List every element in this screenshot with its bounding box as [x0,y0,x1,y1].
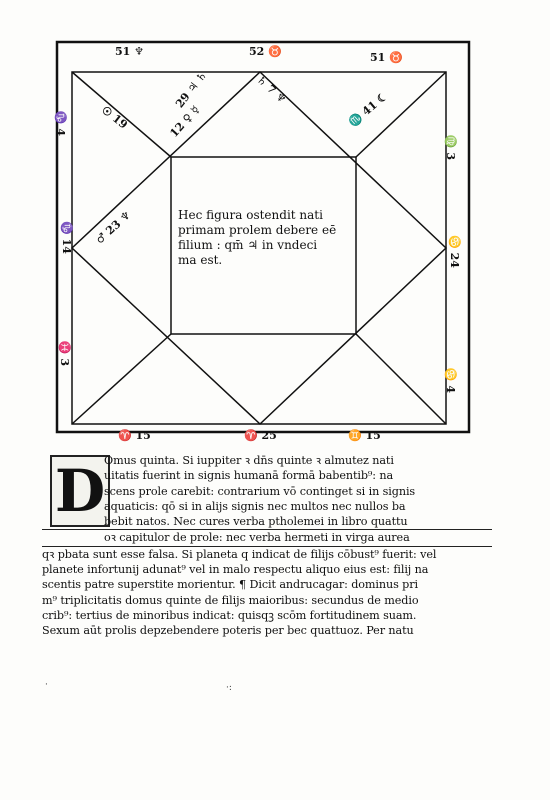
ink-speck: · [45,680,48,690]
left-label: ♓ 3 [58,340,72,367]
center-caption-line: Hec figura ostendit nati [178,208,323,222]
inner-label: ♏ 41 ☾ [346,89,391,130]
center-caption-line: filium : qm̄ ♃ in vndeci [178,238,318,252]
bottom-label: ♈ 25 [244,429,277,442]
text-line: Sexum aūt prolis depzebendere poteris per bec quattuoz. Per natu [42,624,414,638]
text-line: aquaticis: qō si in alijs signis nec multos nec nullos ba [104,499,406,513]
left-label: ♑ 14 [59,221,73,254]
inner-label: 12 ♀ ☿ [167,103,203,140]
text-line: uitatis fuerint in signis humanā formā babentib⁹: na [104,469,394,483]
top-label: 51 ♆ [115,45,144,58]
initial-letter: D [54,457,106,525]
top-label: 51 ♉ [370,51,403,64]
right-label: ♋ 4 [444,367,458,394]
text-line: bebit natos. Nec cures verba ptholemei in libro quattu [42,514,492,530]
body-text [42,453,492,639]
text-line: qꝛ pbata sunt esse falsa. Si planeta q indicat de filijs cōbust⁹ fuerit: vel [42,547,437,561]
text-line: scens prole carebit: contrarium vō continget si in signis [104,484,416,498]
bottom-label: ♊ 15 [348,429,381,442]
text-line: scentis patre superstite morientur. ¶ Dicit andrucagar: dominus pri [42,578,418,592]
inner-label: ☉ 19 [99,103,130,132]
text-line: Omus quinta. Si iuppiter ꝛ dn̄s quinte ꝛ almutez nati [104,454,394,467]
center-caption-line: primam prolem debere eē [178,223,337,237]
ink-speck: ·: [226,683,232,693]
left-label: ♑ 4 [54,110,68,137]
inner-label: 29 ♃ ♄ [173,68,210,111]
center-caption [178,208,353,268]
text-line: m⁹ triplicitatis domus quinte de filijs maioribus: secundus de medio [42,593,419,607]
top-label: 52 ♉ [249,45,282,58]
text-line: oꝛ capitulor de prole: nec verba hermeti in virga aurea [42,530,492,546]
right-label: ♋ 24 [447,235,461,268]
inner-label: ♄ 7 ♆ [254,72,289,107]
text-line: crib⁹: tertius de minoribus indicat: quisqꝫ scōm fortitudinem suam. [42,608,417,622]
center-caption-line: ma est. [178,253,223,267]
text-line: planete infortunij adunat⁹ vel in malo respectu aliquo eius est: filij na [42,563,429,577]
right-label: ♍ 3 [444,134,458,161]
inner-label: ♂ 23 ♆ [93,208,134,247]
bottom-label: ♈ 15 [118,429,151,442]
